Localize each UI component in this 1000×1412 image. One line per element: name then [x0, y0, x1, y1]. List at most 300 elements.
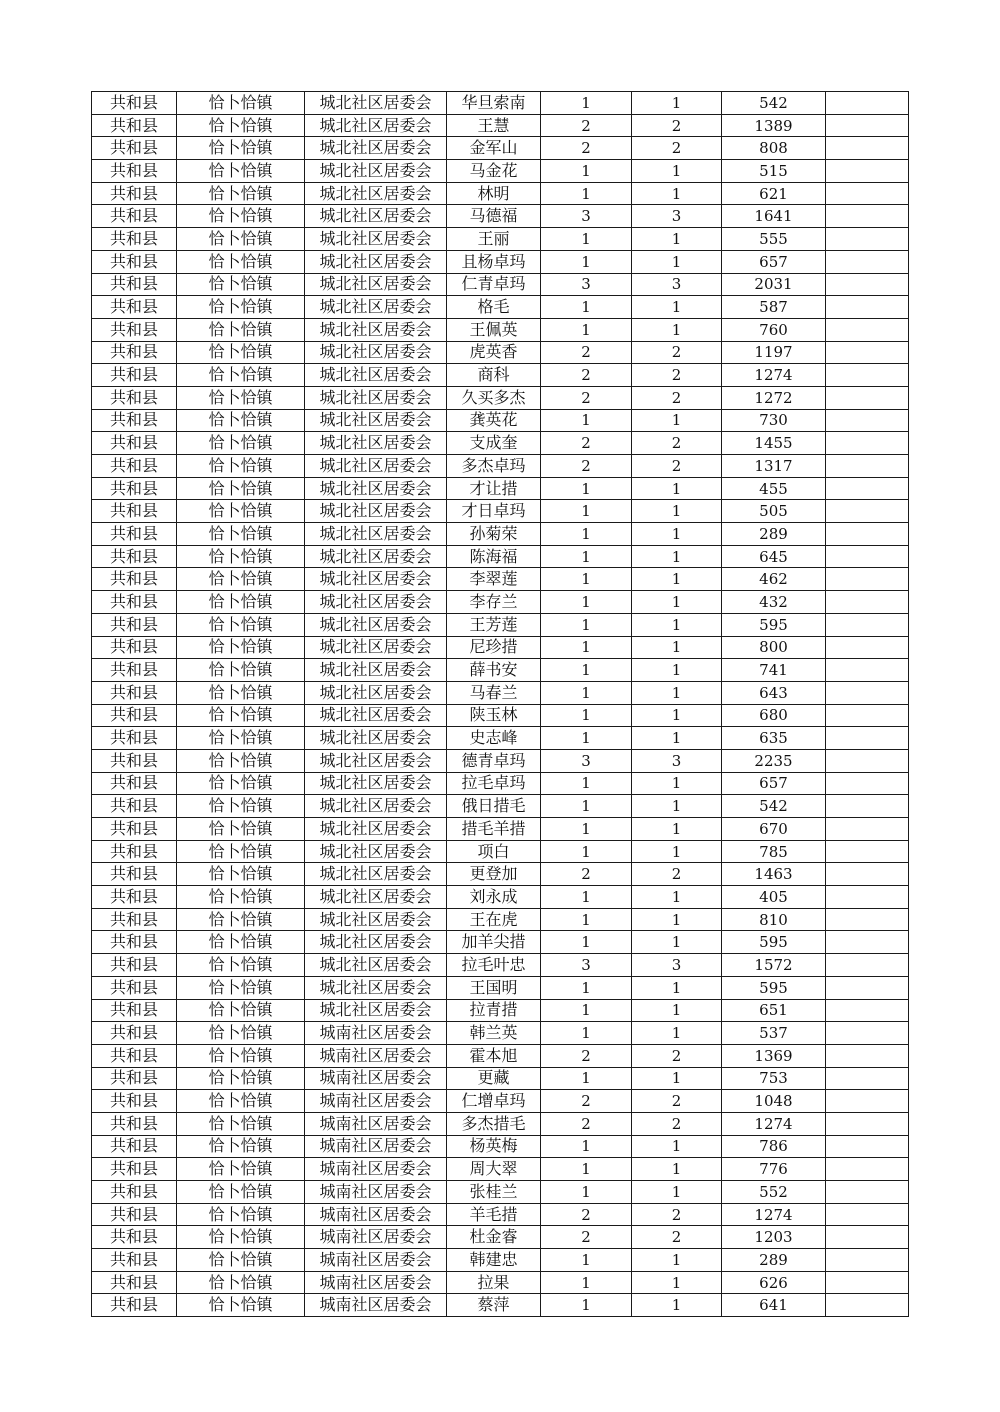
count-b-cell: 2 [632, 1044, 722, 1067]
table-row [92, 1112, 909, 1135]
amount-cell: 542 [722, 795, 826, 818]
amount-cell: 760 [722, 318, 826, 341]
county-cell: 共和县 [92, 523, 177, 546]
name-cell: 羊毛措 [447, 1203, 541, 1226]
remark-cell [826, 636, 909, 659]
town-cell: 恰卜恰镇 [177, 500, 305, 523]
count-b-cell: 1 [632, 296, 722, 319]
remark-cell [826, 250, 909, 273]
community-cell: 城北社区居委会 [305, 636, 447, 659]
town-cell: 恰卜恰镇 [177, 795, 305, 818]
community-cell: 城北社区居委会 [305, 160, 447, 183]
count-b-cell: 1 [632, 250, 722, 273]
count-b-cell: 1 [632, 1249, 722, 1272]
name-cell: 孙菊荣 [447, 523, 541, 546]
amount-cell: 595 [722, 613, 826, 636]
count-a-cell: 1 [541, 160, 632, 183]
count-a-cell: 2 [541, 137, 632, 160]
table-row [92, 840, 909, 863]
county-cell: 共和县 [92, 409, 177, 432]
county-cell: 共和县 [92, 818, 177, 841]
county-cell: 共和县 [92, 1181, 177, 1204]
remark-cell [826, 795, 909, 818]
county-cell: 共和县 [92, 749, 177, 772]
community-cell: 城北社区居委会 [305, 500, 447, 523]
name-cell: 支成奎 [447, 432, 541, 455]
remark-cell [826, 1271, 909, 1294]
count-a-cell: 1 [541, 250, 632, 273]
name-cell: 金军山 [447, 137, 541, 160]
count-b-cell: 1 [632, 659, 722, 682]
town-cell: 恰卜恰镇 [177, 976, 305, 999]
town-cell: 恰卜恰镇 [177, 364, 305, 387]
count-a-cell: 3 [541, 273, 632, 296]
count-b-cell: 1 [632, 636, 722, 659]
name-cell: 张桂兰 [447, 1181, 541, 1204]
remark-cell [826, 1203, 909, 1226]
town-cell: 恰卜恰镇 [177, 1271, 305, 1294]
amount-cell: 645 [722, 545, 826, 568]
community-cell: 城北社区居委会 [305, 341, 447, 364]
count-a-cell: 1 [541, 92, 632, 115]
community-cell: 城北社区居委会 [305, 681, 447, 704]
remark-cell [826, 455, 909, 478]
amount-cell: 670 [722, 818, 826, 841]
count-b-cell: 2 [632, 341, 722, 364]
count-b-cell: 1 [632, 568, 722, 591]
community-cell: 城北社区居委会 [305, 386, 447, 409]
name-cell: 格毛 [447, 296, 541, 319]
remark-cell [826, 160, 909, 183]
count-b-cell: 1 [632, 318, 722, 341]
amount-cell: 555 [722, 228, 826, 251]
community-cell: 城北社区居委会 [305, 568, 447, 591]
count-a-cell: 1 [541, 999, 632, 1022]
town-cell: 恰卜恰镇 [177, 228, 305, 251]
count-b-cell: 3 [632, 205, 722, 228]
name-cell: 韩建忠 [447, 1249, 541, 1272]
count-a-cell: 1 [541, 908, 632, 931]
county-cell: 共和县 [92, 704, 177, 727]
town-cell: 恰卜恰镇 [177, 863, 305, 886]
community-cell: 城北社区居委会 [305, 795, 447, 818]
town-cell: 恰卜恰镇 [177, 908, 305, 931]
town-cell: 恰卜恰镇 [177, 386, 305, 409]
remark-cell [826, 1067, 909, 1090]
count-a-cell: 1 [541, 636, 632, 659]
name-cell: 仁增卓玛 [447, 1090, 541, 1113]
amount-cell: 505 [722, 500, 826, 523]
town-cell: 恰卜恰镇 [177, 92, 305, 115]
county-cell: 共和县 [92, 908, 177, 931]
count-a-cell: 2 [541, 341, 632, 364]
county-cell: 共和县 [92, 727, 177, 750]
county-cell: 共和县 [92, 1271, 177, 1294]
count-a-cell: 2 [541, 1090, 632, 1113]
remark-cell [826, 886, 909, 909]
town-cell: 恰卜恰镇 [177, 1044, 305, 1067]
count-a-cell: 1 [541, 681, 632, 704]
county-cell: 共和县 [92, 795, 177, 818]
name-cell: 才日卓玛 [447, 500, 541, 523]
amount-cell: 1274 [722, 364, 826, 387]
community-cell: 城北社区居委会 [305, 296, 447, 319]
name-cell: 才让措 [447, 477, 541, 500]
county-cell: 共和县 [92, 954, 177, 977]
count-a-cell: 1 [541, 568, 632, 591]
table-row [92, 1022, 909, 1045]
count-b-cell: 2 [632, 137, 722, 160]
county-cell: 共和县 [92, 477, 177, 500]
amount-cell: 1272 [722, 386, 826, 409]
table-row [92, 523, 909, 546]
count-a-cell: 1 [541, 613, 632, 636]
table-row [92, 500, 909, 523]
remark-cell [826, 432, 909, 455]
name-cell: 更登加 [447, 863, 541, 886]
community-cell: 城北社区居委会 [305, 976, 447, 999]
amount-cell: 1463 [722, 863, 826, 886]
count-b-cell: 1 [632, 976, 722, 999]
remark-cell [826, 1181, 909, 1204]
remark-cell [826, 568, 909, 591]
town-cell: 恰卜恰镇 [177, 545, 305, 568]
name-cell: 王在虎 [447, 908, 541, 931]
community-cell: 城北社区居委会 [305, 92, 447, 115]
table-row [92, 318, 909, 341]
amount-cell: 2031 [722, 273, 826, 296]
town-cell: 恰卜恰镇 [177, 1112, 305, 1135]
name-cell: 拉毛卓玛 [447, 772, 541, 795]
table-row [92, 704, 909, 727]
table-row [92, 250, 909, 273]
town-cell: 恰卜恰镇 [177, 1067, 305, 1090]
town-cell: 恰卜恰镇 [177, 681, 305, 704]
town-cell: 恰卜恰镇 [177, 523, 305, 546]
community-cell: 城北社区居委会 [305, 273, 447, 296]
town-cell: 恰卜恰镇 [177, 613, 305, 636]
county-cell: 共和县 [92, 636, 177, 659]
count-a-cell: 3 [541, 954, 632, 977]
count-a-cell: 1 [541, 1135, 632, 1158]
amount-cell: 1274 [722, 1203, 826, 1226]
table-row [92, 659, 909, 682]
name-cell: 杜金睿 [447, 1226, 541, 1249]
table-row [92, 727, 909, 750]
count-b-cell: 1 [632, 160, 722, 183]
amount-cell: 643 [722, 681, 826, 704]
town-cell: 恰卜恰镇 [177, 568, 305, 591]
remark-cell [826, 1044, 909, 1067]
table-row [92, 545, 909, 568]
count-a-cell: 2 [541, 114, 632, 137]
table-row [92, 818, 909, 841]
table-row [92, 455, 909, 478]
name-cell: 措毛羊措 [447, 818, 541, 841]
community-cell: 城北社区居委会 [305, 727, 447, 750]
county-cell: 共和县 [92, 296, 177, 319]
name-cell: 刘永成 [447, 886, 541, 909]
count-a-cell: 1 [541, 591, 632, 614]
town-cell: 恰卜恰镇 [177, 296, 305, 319]
count-a-cell: 1 [541, 886, 632, 909]
remark-cell [826, 205, 909, 228]
town-cell: 恰卜恰镇 [177, 1181, 305, 1204]
count-a-cell: 2 [541, 386, 632, 409]
community-cell: 城南社区居委会 [305, 1181, 447, 1204]
town-cell: 恰卜恰镇 [177, 727, 305, 750]
community-cell: 城南社区居委会 [305, 1249, 447, 1272]
town-cell: 恰卜恰镇 [177, 999, 305, 1022]
count-a-cell: 2 [541, 1203, 632, 1226]
count-b-cell: 1 [632, 886, 722, 909]
count-a-cell: 1 [541, 545, 632, 568]
community-cell: 城北社区居委会 [305, 432, 447, 455]
remark-cell [826, 137, 909, 160]
count-b-cell: 3 [632, 749, 722, 772]
count-b-cell: 1 [632, 1271, 722, 1294]
remark-cell [826, 477, 909, 500]
name-cell: 王慧 [447, 114, 541, 137]
town-cell: 恰卜恰镇 [177, 160, 305, 183]
amount-cell: 462 [722, 568, 826, 591]
count-b-cell: 1 [632, 228, 722, 251]
count-b-cell: 1 [632, 727, 722, 750]
community-cell: 城北社区居委会 [305, 318, 447, 341]
remark-cell [826, 92, 909, 115]
table-row [92, 1135, 909, 1158]
community-cell: 城南社区居委会 [305, 1271, 447, 1294]
community-cell: 城南社区居委会 [305, 1112, 447, 1135]
remark-cell [826, 931, 909, 954]
table-row [92, 205, 909, 228]
amount-cell: 621 [722, 182, 826, 205]
town-cell: 恰卜恰镇 [177, 114, 305, 137]
table-row [92, 999, 909, 1022]
table-row [92, 92, 909, 115]
name-cell: 李存兰 [447, 591, 541, 614]
amount-cell: 595 [722, 931, 826, 954]
amount-cell: 776 [722, 1158, 826, 1181]
county-cell: 共和县 [92, 137, 177, 160]
remark-cell [826, 1112, 909, 1135]
county-cell: 共和县 [92, 772, 177, 795]
amount-cell: 808 [722, 137, 826, 160]
amount-cell: 542 [722, 92, 826, 115]
community-cell: 城南社区居委会 [305, 1022, 447, 1045]
community-cell: 城北社区居委会 [305, 818, 447, 841]
amount-cell: 800 [722, 636, 826, 659]
town-cell: 恰卜恰镇 [177, 886, 305, 909]
count-b-cell: 1 [632, 818, 722, 841]
town-cell: 恰卜恰镇 [177, 341, 305, 364]
community-cell: 城北社区居委会 [305, 908, 447, 931]
county-cell: 共和县 [92, 976, 177, 999]
count-b-cell: 2 [632, 1203, 722, 1226]
town-cell: 恰卜恰镇 [177, 250, 305, 273]
county-cell: 共和县 [92, 1022, 177, 1045]
count-a-cell: 2 [541, 455, 632, 478]
amount-cell: 552 [722, 1181, 826, 1204]
county-cell: 共和县 [92, 1249, 177, 1272]
county-cell: 共和县 [92, 1226, 177, 1249]
community-cell: 城南社区居委会 [305, 1067, 447, 1090]
remark-cell [826, 908, 909, 931]
remark-cell [826, 591, 909, 614]
name-cell: 仁青卓玛 [447, 273, 541, 296]
name-cell: 陕玉林 [447, 704, 541, 727]
remark-cell [826, 840, 909, 863]
table-row [92, 636, 909, 659]
count-b-cell: 1 [632, 477, 722, 500]
amount-cell: 1641 [722, 205, 826, 228]
count-b-cell: 1 [632, 999, 722, 1022]
table-row [92, 908, 909, 931]
amount-cell: 1048 [722, 1090, 826, 1113]
town-cell: 恰卜恰镇 [177, 659, 305, 682]
amount-cell: 680 [722, 704, 826, 727]
count-a-cell: 1 [541, 1181, 632, 1204]
remark-cell [826, 364, 909, 387]
town-cell: 恰卜恰镇 [177, 477, 305, 500]
county-cell: 共和县 [92, 455, 177, 478]
county-cell: 共和县 [92, 568, 177, 591]
table-row [92, 591, 909, 614]
count-b-cell: 3 [632, 273, 722, 296]
remark-cell [826, 954, 909, 977]
amount-cell: 1572 [722, 954, 826, 977]
name-cell: 项白 [447, 840, 541, 863]
count-b-cell: 2 [632, 386, 722, 409]
table-row [92, 886, 909, 909]
county-cell: 共和县 [92, 999, 177, 1022]
table-row [92, 1090, 909, 1113]
community-cell: 城北社区居委会 [305, 840, 447, 863]
table-row [92, 228, 909, 251]
amount-cell: 651 [722, 999, 826, 1022]
community-cell: 城北社区居委会 [305, 250, 447, 273]
count-a-cell: 1 [541, 318, 632, 341]
remark-cell [826, 704, 909, 727]
amount-cell: 1203 [722, 1226, 826, 1249]
county-cell: 共和县 [92, 840, 177, 863]
county-cell: 共和县 [92, 1067, 177, 1090]
count-b-cell: 1 [632, 545, 722, 568]
table-row [92, 273, 909, 296]
table-row [92, 1067, 909, 1090]
county-cell: 共和县 [92, 341, 177, 364]
amount-cell: 785 [722, 840, 826, 863]
community-cell: 城北社区居委会 [305, 749, 447, 772]
community-cell: 城北社区居委会 [305, 364, 447, 387]
community-cell: 城南社区居委会 [305, 1226, 447, 1249]
town-cell: 恰卜恰镇 [177, 1135, 305, 1158]
amount-cell: 1317 [722, 455, 826, 478]
count-a-cell: 1 [541, 228, 632, 251]
count-b-cell: 1 [632, 1294, 722, 1317]
town-cell: 恰卜恰镇 [177, 182, 305, 205]
amount-cell: 657 [722, 772, 826, 795]
remark-cell [826, 114, 909, 137]
amount-cell: 741 [722, 659, 826, 682]
amount-cell: 289 [722, 523, 826, 546]
name-cell: 久买多杰 [447, 386, 541, 409]
count-b-cell: 2 [632, 1226, 722, 1249]
count-b-cell: 1 [632, 772, 722, 795]
count-b-cell: 2 [632, 114, 722, 137]
town-cell: 恰卜恰镇 [177, 954, 305, 977]
town-cell: 恰卜恰镇 [177, 1294, 305, 1317]
name-cell: 薛书安 [447, 659, 541, 682]
amount-cell: 635 [722, 727, 826, 750]
table-row [92, 114, 909, 137]
county-cell: 共和县 [92, 250, 177, 273]
remark-cell [826, 772, 909, 795]
community-cell: 城北社区居委会 [305, 886, 447, 909]
table-row [92, 931, 909, 954]
table-row [92, 477, 909, 500]
amount-cell: 626 [722, 1271, 826, 1294]
name-cell: 王国明 [447, 976, 541, 999]
count-a-cell: 1 [541, 182, 632, 205]
count-a-cell: 1 [541, 1022, 632, 1045]
table-row [92, 137, 909, 160]
town-cell: 恰卜恰镇 [177, 772, 305, 795]
count-b-cell: 1 [632, 908, 722, 931]
community-cell: 城北社区居委会 [305, 137, 447, 160]
count-a-cell: 2 [541, 1112, 632, 1135]
table-row [92, 772, 909, 795]
count-b-cell: 1 [632, 795, 722, 818]
count-a-cell: 1 [541, 1294, 632, 1317]
county-cell: 共和县 [92, 863, 177, 886]
name-cell: 韩兰英 [447, 1022, 541, 1045]
name-cell: 马金花 [447, 160, 541, 183]
remark-cell [826, 545, 909, 568]
county-cell: 共和县 [92, 886, 177, 909]
county-cell: 共和县 [92, 500, 177, 523]
count-b-cell: 3 [632, 954, 722, 977]
town-cell: 恰卜恰镇 [177, 840, 305, 863]
count-a-cell: 1 [541, 840, 632, 863]
name-cell: 王佩英 [447, 318, 541, 341]
name-cell: 龚英花 [447, 409, 541, 432]
name-cell: 李翠莲 [447, 568, 541, 591]
name-cell: 周大翠 [447, 1158, 541, 1181]
amount-cell: 1274 [722, 1112, 826, 1135]
amount-cell: 455 [722, 477, 826, 500]
remark-cell [826, 1226, 909, 1249]
count-a-cell: 1 [541, 523, 632, 546]
amount-cell: 1389 [722, 114, 826, 137]
county-cell: 共和县 [92, 114, 177, 137]
name-cell: 俄日措毛 [447, 795, 541, 818]
count-a-cell: 1 [541, 500, 632, 523]
count-a-cell: 3 [541, 205, 632, 228]
count-b-cell: 2 [632, 863, 722, 886]
county-cell: 共和县 [92, 182, 177, 205]
amount-cell: 595 [722, 976, 826, 999]
community-cell: 城北社区居委会 [305, 704, 447, 727]
community-cell: 城北社区居委会 [305, 477, 447, 500]
community-cell: 城北社区居委会 [305, 659, 447, 682]
county-cell: 共和县 [92, 1044, 177, 1067]
county-cell: 共和县 [92, 1112, 177, 1135]
name-cell: 德青卓玛 [447, 749, 541, 772]
count-a-cell: 2 [541, 863, 632, 886]
table-row [92, 954, 909, 977]
remark-cell [826, 863, 909, 886]
